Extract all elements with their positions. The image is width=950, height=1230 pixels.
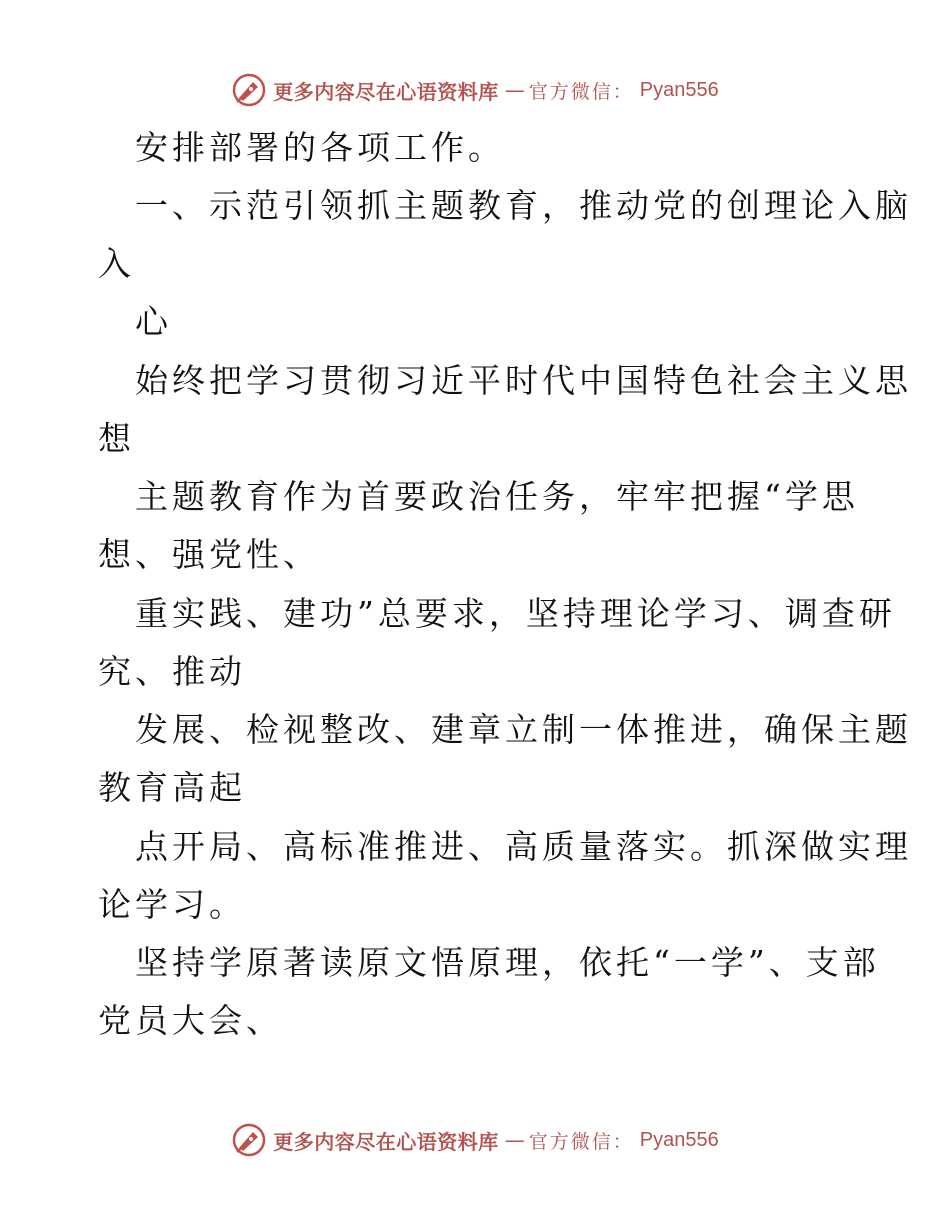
text-line: 入 bbox=[98, 244, 135, 283]
text-line: 想、强党性、 bbox=[98, 535, 320, 574]
text-line: 点开局、高标准推进、高质量落实。抓深做实理 bbox=[135, 827, 912, 866]
footer-watermark-banner bbox=[0, 1120, 950, 1160]
banner-text: 更多内容尽在心语资料库 bbox=[273, 79, 499, 104]
banner-wechat-id: Pyan556 bbox=[639, 1128, 719, 1151]
text-line: 究、推动 bbox=[98, 652, 246, 691]
banner-wechat-id: Pyan556 bbox=[639, 78, 719, 101]
text-line: 发展、检视整改、建章立制一体推进，确保主题 bbox=[135, 710, 912, 749]
banner-label: 官方微信： bbox=[528, 80, 634, 103]
text-line: 重实践、建功”总要求，坚持理论学习、调查研 bbox=[135, 594, 896, 633]
text-line: 始终把学习贯彻习近平时代中国特色社会主义思 bbox=[135, 361, 912, 400]
text-line: 教育高起 bbox=[98, 768, 246, 807]
text-line: 想 bbox=[98, 419, 135, 458]
text-line: 坚持学原著读原文悟原理，依托“一学”、支部 bbox=[135, 943, 880, 982]
banner-separator: — bbox=[504, 78, 523, 102]
text-line: 主题教育作为首要政治任务，牢牢把握“学思 bbox=[135, 477, 859, 516]
banner-separator: — bbox=[504, 1128, 523, 1152]
banner-label: 官方微信： bbox=[528, 1130, 634, 1153]
pen-nib-logo-icon bbox=[231, 1122, 267, 1158]
text-line: 党员大会、 bbox=[98, 1001, 283, 1040]
text-line: 论学习。 bbox=[98, 885, 246, 924]
text-line: 安排部署的各项工作。 bbox=[135, 128, 505, 167]
text-line: 心 bbox=[135, 302, 172, 341]
text-line: 一、示范引领抓主题教育，推动党的创理论入脑 bbox=[135, 186, 912, 225]
banner-text: 更多内容尽在心语资料库 bbox=[273, 1129, 499, 1154]
